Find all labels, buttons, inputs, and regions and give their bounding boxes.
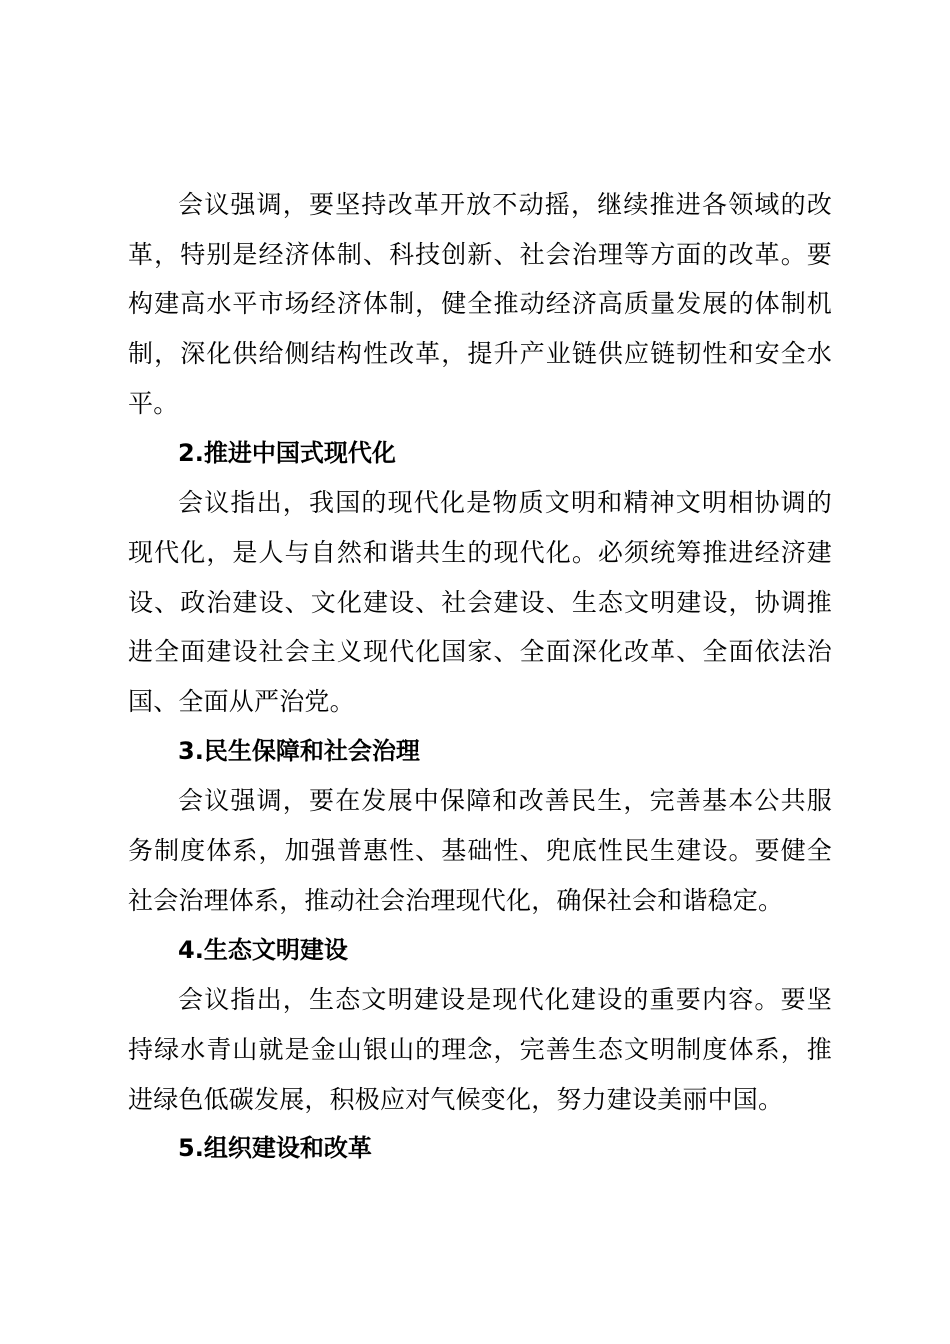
paragraph-ecology: 会议指出，生态文明建设是现代化建设的重要内容。要坚持绿水青山就是金山银山的理念，完善生态文明制度体系，推进绿色低碳发展，积极应对气候变化，努力建设美丽中国。 bbox=[128, 985, 832, 1114]
section-heading-livelihood-governance: 3.民生保障和社会治理 bbox=[178, 736, 420, 765]
document-body bbox=[128, 180, 832, 1174]
paragraph-livelihood: 会议强调，要在发展中保障和改善民生，完善基本公共服务制度体系，加强普惠性、基础性、兜底性民生建设。要健全社会治理体系，推动社会治理现代化，确保社会和谐稳定。 bbox=[128, 786, 832, 915]
paragraph-modernization: 会议指出，我国的现代化是物质文明和精神文明相协调的现代化，是人与自然和谐共生的现代化。必须统筹推进经济建设、政治建设、文化建设、社会建设、生态文明建设，协调推进全面建设社会主义现代化国家、全面深化改革、全面依法治国、全面从严治党。 bbox=[128, 488, 832, 717]
section-heading-organization-reform: 5.组织建设和改革 bbox=[178, 1134, 372, 1163]
section-heading-ecological-civilization: 4.生态文明建设 bbox=[178, 935, 348, 964]
paragraph-reform-opening: 会议强调，要坚持改革开放不动摇，继续推进各领域的改革，特别是经济体制、科技创新、社会治理等方面的改革。要构建高水平市场经济体制，健全推动经济高质量发展的体制机制，深化供给侧结构性改革，提升产业链供应链韧性和安全水平。 bbox=[128, 190, 832, 418]
section-heading-chinese-modernization: 2.推进中国式现代化 bbox=[178, 438, 396, 467]
